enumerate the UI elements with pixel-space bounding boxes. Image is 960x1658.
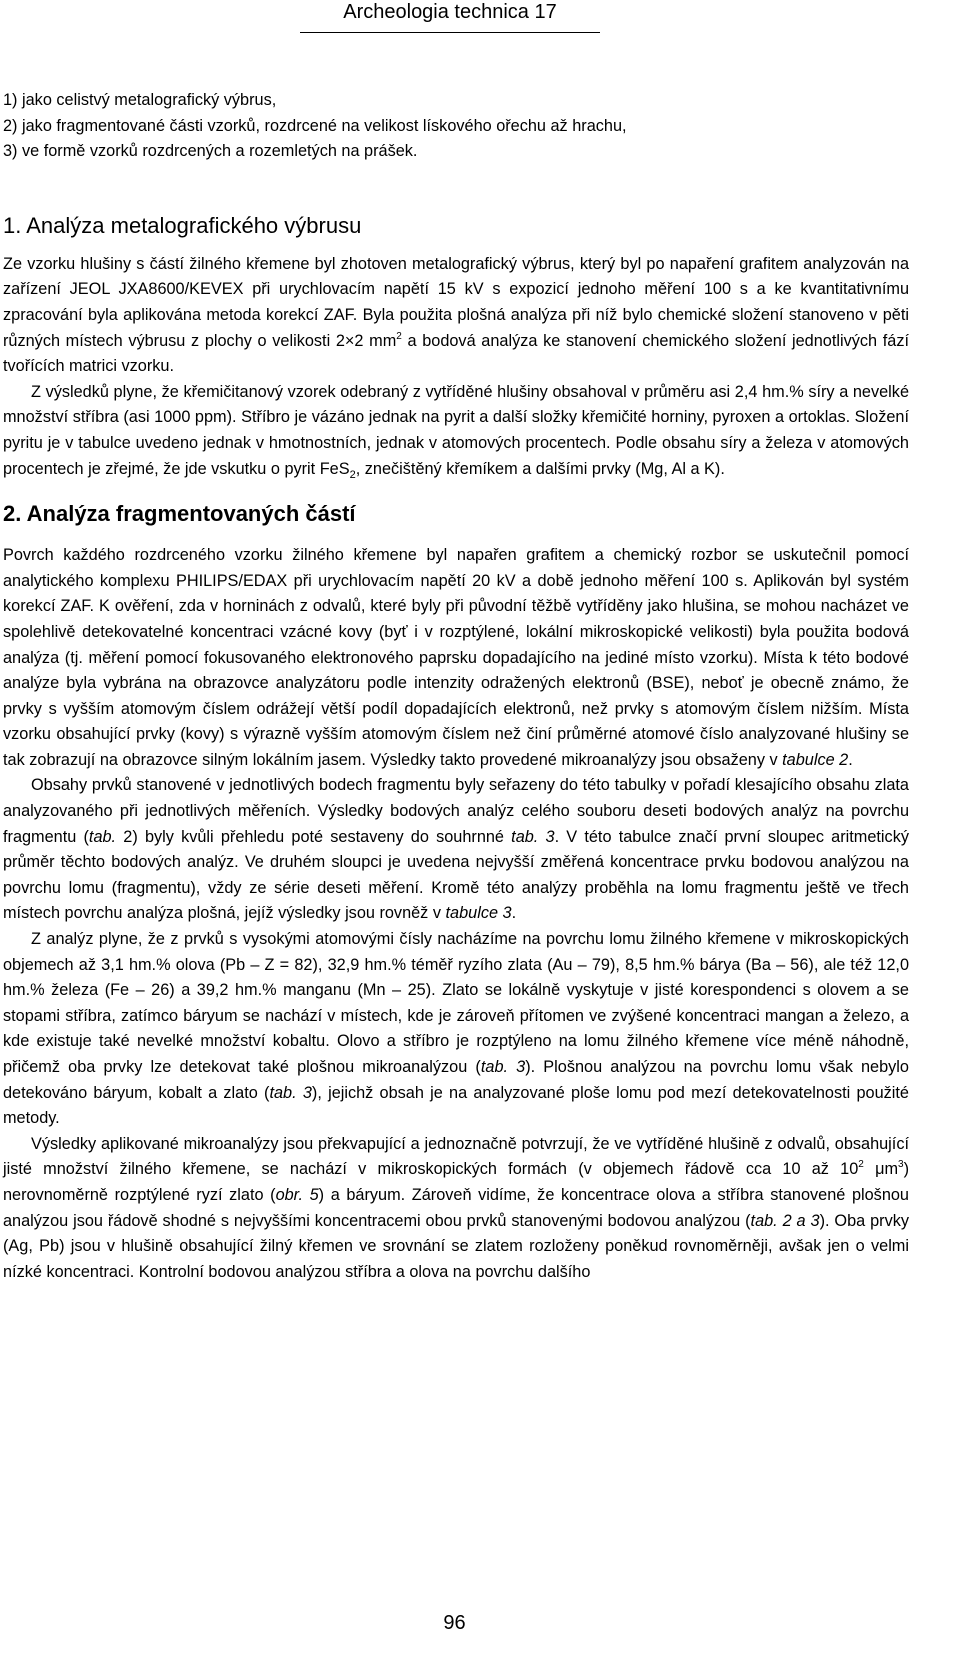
- header-rule: [300, 32, 600, 33]
- section-heading: 2. Analýza fragmentovaných částí: [3, 501, 356, 527]
- paragraph: Výsledky aplikované mikroanalýzy jsou překvapující a jednoznačně potvrzují, že ve vytříděné hlušině z odvalů, obsahující jisté množství žilného křemene, se nachází v mikroskopických formách (v objemech řádově cca 10 až $10^2$ $\mu m^3$) nerovnoměrně rozptýlené ryzí zlato (obr. 5) a báryum. Zároveň vidíme, že koncentrace olova a stříbra stanovené plošnou analýzou jsou řádově shodné s nejvyššími koncentracemi obou prvků stanovenými bodovou analýzou (tab. 2 a 3). Oba prvky (Ag, Pb) jsou v hlušině obsahující žilný křemen ve srovnání se zlatem rozloženy poněkud rovnoměrněji, avšak jen o velmi nízké koncentraci. Kontrolní bodovou analýzou stříbra a olova na povrchu dalšího: [3, 1134, 909, 1281]
- running-head: Archeologia technica 17: [343, 1, 557, 23]
- section-heading: 1. Analýza metalografického výbrusu: [3, 212, 362, 238]
- paragraph: Povrch každého rozdrceného vzorku žilného křemene byl napařen grafitem a chemický rozbor se uskutečnil pomocí analytického komplexu PHILIPS/EDAX při urychlovacím napětí 20 kV a době jednoho měření 100 s. Aplikován byl systém korekcí ZAF. K ověření, zda v horninách z odvalů, které byly při původní těžbě vytříděny jako hlušina, se mohou nacházet ve spolehlivě detekovatelné koncentraci vzácné kovy (byť i v rozptýlené, lokální mikroskopické velikosti) byla použita bodová analýza (tj. měření pomocí fokusovaného elektronového paprsku dopadajícího na jediné místo vzorku). Místa k této bodové analýze byla vybrána na obrazovce analyzátoru podle intenzity odražených elektronů (BSE), neboť je obecně známo, že prvky s vyšším atomovým číslem odrážejí větší podíl dopadajících elektronů, než prvky s atomovým číslem nižším. Místa vzorku obsahující prvky (kovy) s výrazně vyšším atomovým číslem než činí průměrné atomové číslo analyzované hlušiny se tak zobrazují na obrazovce silným lokálním jasem. Výsledky takto provedené mikroanalýzy jsou obsaženy v tabulce 2.: [3, 546, 909, 769]
- paragraph: Z analýz plyne, že z prvků s vysokými atomovými čísly nacházíme na povrchu lomu žilného křemene v mikroskopických objemech až 3,1 hm.% olova (Pb – Z = 82), 32,9 hm.% téměř ryzího zlata (Au – 79), 8,5 hm.% bárya (Ba – 56), ale též 12,0 hm.% železa (Fe – 26) a 39,2 hm.% manganu (Mn – 25). Zlato se lokálně vyskytuje v jisté korespondenci s olovem a se stopami stříbra, zatímco báryum se nachází v místech, kde je zároveň přítomen ve zvýšené koncentraci mangan a železo, a kde existuje také nevelké množství kobaltu. Olovo a stříbro je rozptýleno na lomu žilného křemene více méně náhodně, přičemž oba prvky lze detekovat také plošnou mikroanalýzou (tab. 3). Plošnou analýzou na povrchu lomu však nebylo detekováno báryum, kobalt a zlato (tab. 3), jejichž obsah je na analyzované ploše lomu pod mezí detekovatelnosti použité metody.: [3, 930, 909, 1128]
- paragraph: Ze vzorku hlušiny s částí žilného křemene byl zhotoven metalografický výbrus, který byl po napaření grafitem analyzován na zařízení JEOL JXA8600/KEVEX při urychlovacím napětí 15 kV s expozicí jednoho měření 100 s a ke kvantitativnímu zpracování byla aplikována metoda korekcí ZAF. Byla použita plošná analýza při níž bylo chemické složení stanoveno v pěti různých místech výbrusu z plochy o velikosti 2×2 $mm^2$ a bodová analýza ke stanovení chemického složení jednotlivých fází tvořících matrici vzorku.: [3, 254, 909, 376]
- list-item: 2) jako fragmentované části vzorků, rozdrcené na velikost lískového ořechu až hrachu,: [3, 116, 627, 135]
- list-item: 3) ve formě vzorků rozdrcených a rozemletých na prášek.: [3, 142, 418, 161]
- page-number: 96: [443, 1612, 466, 1634]
- paragraph: Obsahy prvků stanovené v jednotlivých bodech fragmentu byly seřazeny do této tabulky v pořadí klesajícího obsahu zlata analyzovaného při jednotlivých měřeních. Výsledky bodových analýz celého souboru deseti bodových analýz na povrchu fragmentu (tab. 2) byly kvůli přehledu poté sestaveny do souhrnné tab. 3. V této tabulce značí první sloupec aritmetický průměr těchto bodových analýz. Ve druhém sloupci je uvedena nejvyšší změřená koncentrace prvku bodovou analýzou na povrchu lomu (fragmentu), vždy ze série deseti měření. Kromě této analýzy proběhla na lomu fragmentu ještě ve třech místech povrchu analýza plošná, jejíž výsledky jsou rovněž v tabulce 3.: [3, 776, 909, 923]
- page-body: [3, 88, 909, 1285]
- list-item: 1) jako celistvý metalografický výbrus,: [3, 91, 277, 109]
- paragraph: Z výsledků plyne, že křemičitanový vzorek odebraný z vytříděné hlušiny obsahoval v průměru asi 2,4 hm.% síry a nevelké množství stříbra (asi 1000 ppm). Stříbro je vázáno jednak na pyrit a další složky křemičité horniny, pyroxen a ortoklas. Složení pyritu je v tabulce uvedeno jednak v hmotnostních, jednak v atomových procentech. Podle obsahu síry a železa v atomových procentech je zřejmé, že jde vskutku o pyrit FeS$_2$, znečištěný křemíkem a dalšími prvky (Mg, Al a K).: [3, 382, 909, 481]
